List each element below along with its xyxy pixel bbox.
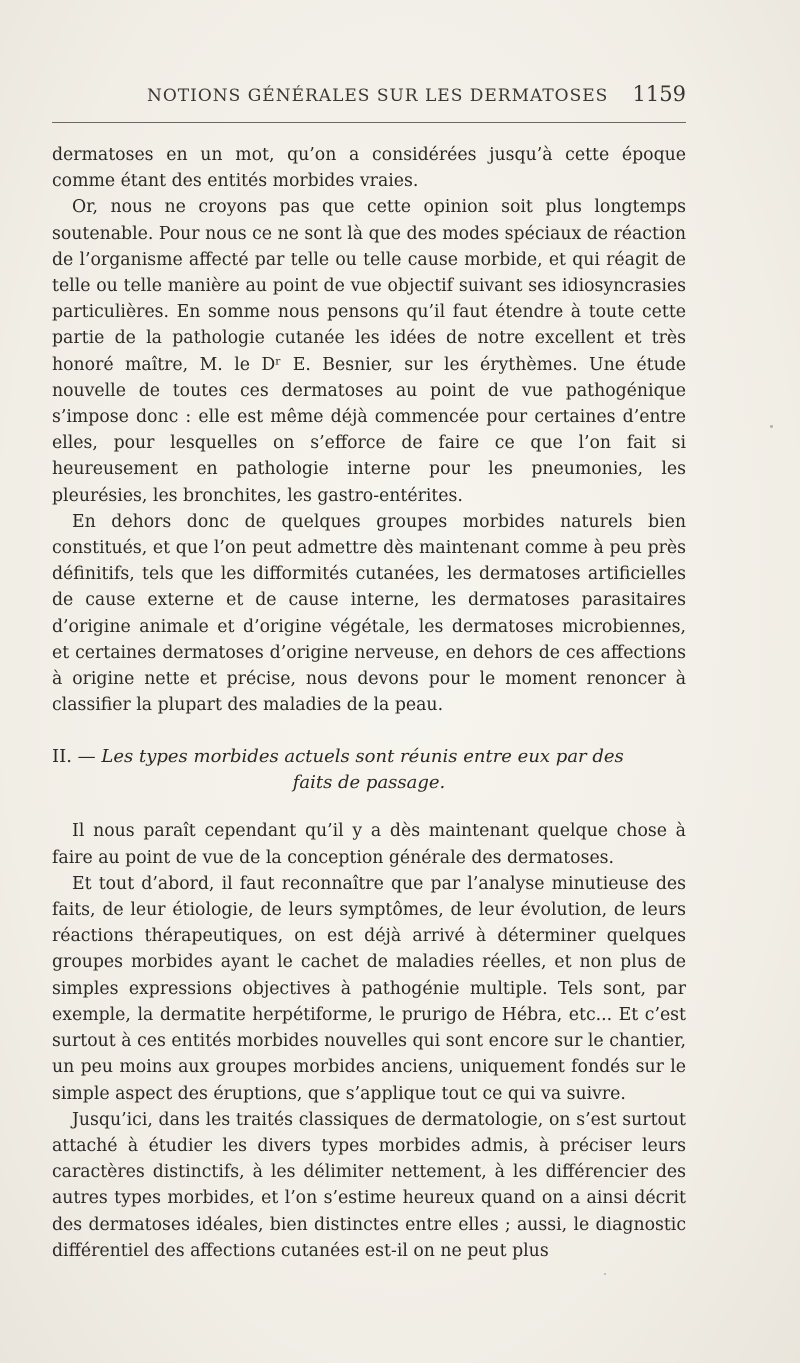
body-text bbox=[52, 142, 686, 1264]
paragraph-2: Or, nous ne croyons pas que cette opinion soit plus longtemps soutenable. Pour nous ce ne sont là que des modes spéciaux de réaction de l’organisme affecté par telle ou telle cause morbide, et qui réagit de telle ou telle manière au point de vue objectif suivant ses idiosyncrasies particulières. En somme nous pensons qu’il faut étendre à toute cette partie de la pathologie cutanée les idées de notre excellent et très honoré maître, M. le Dʳ E. Besnier, sur les érythèmes. Une étude nouvelle de toutes ces dermatoses au point de vue pathogénique s’impose donc : elle est même déjà commencée pour certaines d’entre elles, pour lesquelles on s’efforce de faire ce que l’on fait si heureusement en pathologie interne pour les pneumonies, les pleurésies, les bronchites, les gastro-entérites. bbox=[52, 197, 686, 506]
section-numeral: II. — bbox=[52, 746, 96, 768]
page-header bbox=[52, 82, 686, 114]
paper-speck bbox=[604, 1273, 606, 1275]
section-title-line-1: Les types morbides actuels sont réunis entre eux par des bbox=[101, 746, 624, 768]
page-number: 1159 bbox=[632, 82, 686, 106]
paragraph-1: dermatoses en un mot, qu’on a considérées jusqu’à cette époque comme étant des entités morbides vraies. bbox=[52, 145, 686, 192]
paragraph-5: Et tout d’abord, il faut reconnaître que par l’analyse minutieuse des faits, de leur étiologie, de leurs symptômes, de leur évolution, de leurs réactions thérapeutiques, on est déjà arrivé à déterminer quelques groupes morbides ayant le cachet de maladies réelles, et non plus de simples expressions objectives à pathogénie multiple. Tels sont, par exemple, la dermatite herpétiforme, le prurigo de Hébra, etc... Et c’est surtout à ces entités morbides nouvelles qui sont encore sur le chantier, un peu moins aux groupes morbides anciens, uniquement fondés sur le simple aspect des éruptions, que s’applique tout ce qui va suivre. bbox=[52, 873, 686, 1104]
running-title: NOTIONS GÉNÉRALES SUR LES DERMATOSES bbox=[147, 86, 609, 106]
section-title-line-2: faits de passage. bbox=[292, 772, 446, 794]
paragraph-4: Il nous paraît cependant qu’il y a dès maintenant quelque chose à faire au point de vue de la conception générale des dermatoses. bbox=[52, 821, 686, 868]
header-rule bbox=[52, 122, 686, 123]
paper-speck bbox=[770, 425, 773, 428]
section-heading-line-1 bbox=[52, 744, 686, 770]
section-heading bbox=[52, 744, 686, 796]
paragraph-3: En dehors donc de quelques groupes morbides naturels bien constitués, et que l’on peut admettre dès maintenant comme à peu près définitifs, tels que les difformités cutanées, les dermatoses artificielles de cause externe et de cause interne, les dermatoses parasitaires d’origine animale et d’origine végétale, les dermatoses microbiennes, et certaines dermatoses d’origine nerveuse, en dehors de ces affections à origine nette et précise, nous devons pour le moment renoncer à classifier la plupart des maladies de la peau. bbox=[52, 511, 686, 716]
paragraph-6: Jusqu’ici, dans les traités classiques de dermatologie, on s’est surtout attaché à étudier les divers types morbides admis, à préciser leurs caractères distinctifs, à les délimiter nettement, à les différencier des autres types morbides, et l’on s’estime heureux quand on a ainsi décrit des dermatoses idéales, bien distinctes entre elles ; aussi, le diagnostic différentiel des affections cutanées est-il on ne peut plus bbox=[52, 1109, 686, 1261]
